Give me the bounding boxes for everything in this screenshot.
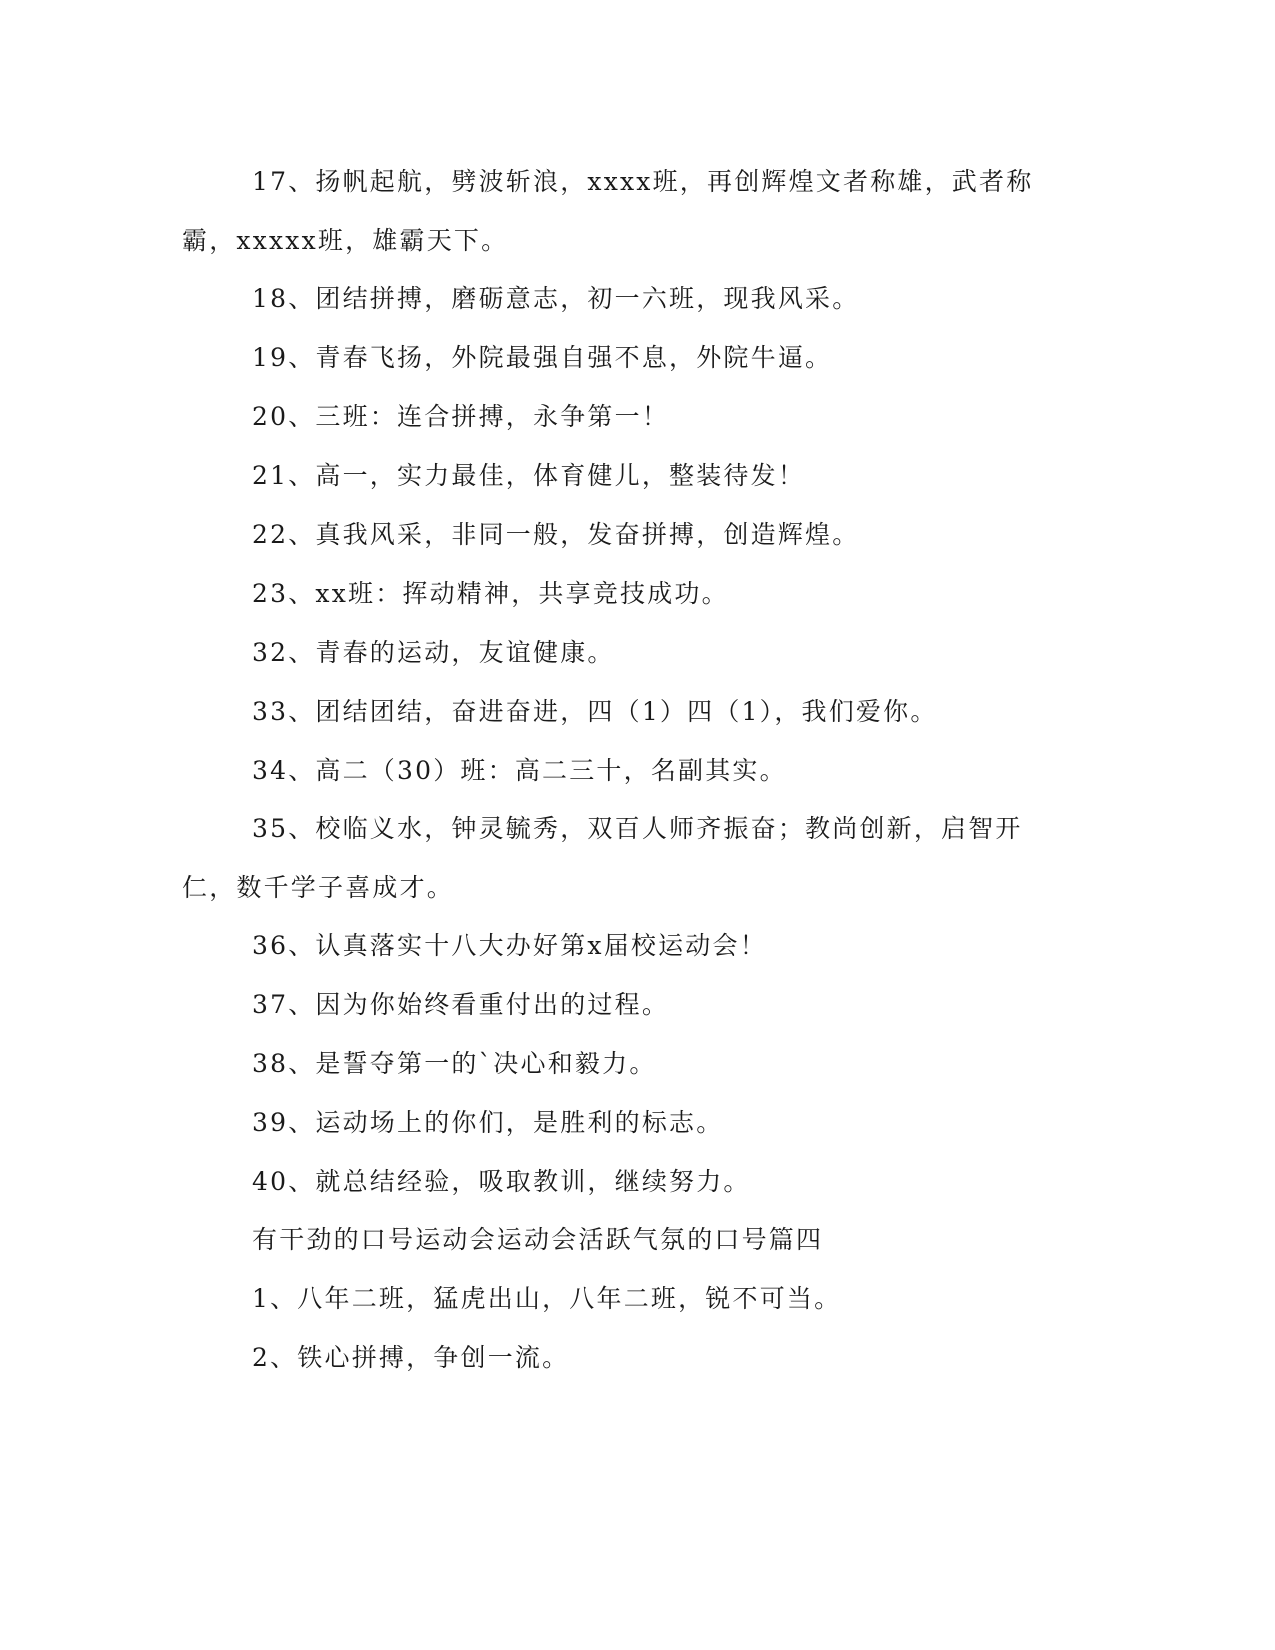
paragraph-36: 36、认真落实十八大办好第x届校运动会！ [252,931,767,960]
paragraph-18: 18、团结拼搏，磨砺意志，初一六班，现我风采。 [252,284,860,313]
paragraph-20: 20、三班：连合拼搏，永争第一！ [252,402,670,431]
paragraph-21: 21、高一，实力最佳，体育健儿，整装待发！ [252,461,806,490]
paragraph-22: 22、真我风采，非同一般，发奋拼搏，创造辉煌。 [252,520,860,549]
paragraph-1: 1、八年二班，猛虎出山，八年二班，锐不可当。 [252,1284,842,1313]
paragraph-39: 39、运动场上的你们，是胜利的标志。 [252,1108,724,1137]
paragraph-19: 19、青春飞扬，外院最强自强不息，外院牛逼。 [252,343,833,372]
paragraph-23: 23、xx班：挥动精神，共享竞技成功。 [252,579,729,608]
paragraph-2: 2、铁心拼搏，争创一流。 [252,1343,570,1372]
paragraph-35: 35、校临义水，钟灵毓秀，双百人师齐振奋；教尚创新，启智开仁，数千学子喜成才。 [182,814,1023,902]
section-heading: 有干劲的口号运动会运动会活跃气氛的口号篇四 [252,1225,824,1254]
paragraph-32: 32、青春的运动，友谊健康。 [252,638,615,667]
paragraph-17: 17、扬帆起航，劈波斩浪，xxxx班，再创辉煌文者称雄，武者称霸，xxxxx班，雄霸天下。 [182,167,1034,255]
paragraph-34: 34、高二（30）班：高二三十，名副其实。 [252,756,787,785]
paragraph-40: 40、就总结经验，吸取教训，继续努力。 [252,1167,751,1196]
paragraph-33: 33、团结团结，奋进奋进，四（1）四（1），我们爱你。 [252,697,938,726]
paragraph-38: 38、是誓夺第一的`决心和毅力。 [252,1049,657,1078]
paragraph-37: 37、因为你始终看重付出的过程。 [252,990,670,1019]
